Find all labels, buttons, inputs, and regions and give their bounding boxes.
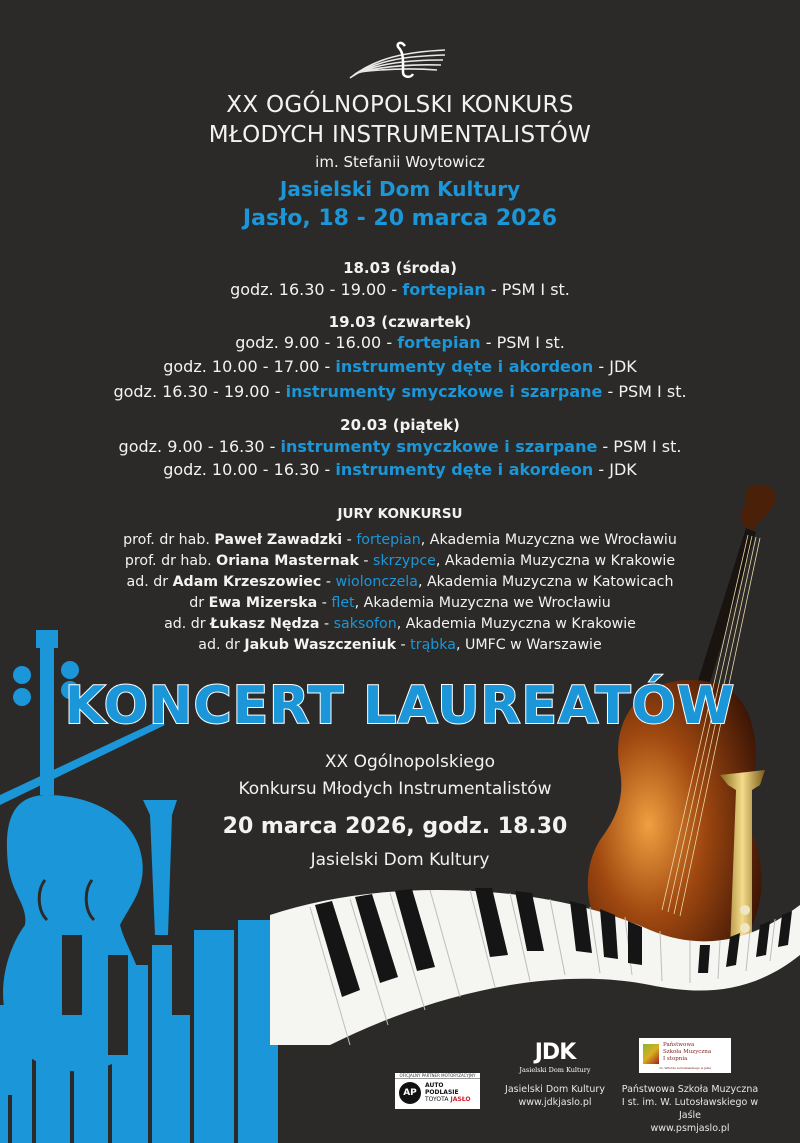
dates: Jasło, 18 - 20 marca 2026 [242, 206, 558, 231]
schedule-day: 18.03 (środa) [343, 259, 457, 277]
jdk-logo-mark-icon: JDK [534, 1040, 576, 1065]
time: godz. 10.00 - 17.00 - [163, 357, 336, 376]
jdk-info: Jasielski Dom Kultury www.jdkjaslo.pl [505, 1084, 605, 1108]
jury-member: dr Ewa Mizerska - flet, Akademia Muzyczna we Wrocławiu [189, 595, 611, 611]
concert-heading: KONCERT LAUREATÓW [64, 676, 736, 736]
concert-datetime: 20 marca 2026, godz. 18.30 [222, 814, 568, 839]
concert-venue: Jasielski Dom Kultury [310, 850, 490, 870]
schedule-row [0, 382, 800, 401]
jury-list [0, 530, 800, 656]
venue: Jasielski Dom Kultury [279, 177, 521, 201]
music-note-piano-icon [643, 1044, 659, 1064]
concert-line-1: XX Ogólnopolskiego [324, 752, 496, 772]
place: - PSM I st. [602, 382, 687, 401]
schedule-row [0, 357, 800, 376]
jury-member: ad. dr Łukasz Nędza - saksofon, Akademia Muzyczna w Krakowie [164, 616, 636, 632]
psm-logo: Państwowa Szkoła Muzyczna I stopnia im. Witolda Lutosławskiego w Jaśle [639, 1038, 731, 1073]
sponsor-logo: OFICJALNY PARTNER MOTORYZACYJNY AP AUTO PODLASIE TOYOTA JASŁO [395, 1073, 480, 1109]
patron: im. Stefanii Woytowicz [315, 153, 485, 171]
place: - PSM I st. [480, 333, 565, 352]
instrument: instrumenty dęte i akordeon [335, 357, 594, 376]
schedule-row [0, 280, 800, 299]
jury-heading: JURY KONKURSU [337, 506, 463, 522]
music-staff-logo-icon [345, 38, 455, 83]
schedule-day: 20.03 (piątek) [340, 416, 460, 434]
schedule-row [0, 437, 800, 456]
time: godz. 10.00 - 16.30 - [163, 460, 336, 479]
schedule-row [0, 333, 800, 352]
time: godz. 9.00 - 16.30 - [118, 437, 281, 456]
piano-keyboard-illustration-icon [270, 875, 800, 1045]
title-line-1: XX OGÓLNOPOLSKI KONKURS [226, 92, 574, 118]
instrument: fortepian [397, 333, 481, 352]
schedule-row [0, 460, 800, 479]
place: - PSM I st. [597, 437, 682, 456]
place: - JDK [593, 460, 637, 479]
time: godz. 16.30 - 19.00 - [230, 280, 403, 299]
jdk-logo: JDK Jasielski Dom Kultury [510, 1040, 600, 1080]
schedule-day: 19.03 (czwartek) [328, 313, 472, 331]
jury-member: ad. dr Jakub Waszczeniuk - trąbka, UMFC w Warszawie [198, 637, 602, 653]
instrument: instrumenty smyczkowe i szarpane [285, 382, 603, 401]
title-line-2: MŁODYCH INSTRUMENTALISTÓW [208, 122, 592, 148]
place: - PSM I st. [485, 280, 570, 299]
place: - JDK [593, 357, 637, 376]
concert-line-2: Konkursu Młodych Instrumentalistów [238, 779, 552, 799]
ap-logo-icon: AP [399, 1082, 421, 1104]
jury-member: ad. dr Adam Krzeszowiec - wiolonczela, Akademia Muzyczna w Katowicach [126, 574, 674, 590]
jury-member: prof. dr hab. Paweł Zawadzki - fortepian, Akademia Muzyczna we Wrocławiu [123, 532, 677, 548]
instrument: instrumenty dęte i akordeon [335, 460, 594, 479]
psm-info: Państwowa Szkoła Muzyczna I st. im. W. Lutosławskiego w Jaśle www.psmjaslo.pl [621, 1084, 759, 1134]
instrument: fortepian [402, 280, 486, 299]
time: godz. 16.30 - 19.00 - [113, 382, 286, 401]
jury-member: prof. dr hab. Oriana Masternak - skrzypce, Akademia Muzyczna w Krakowie [124, 553, 676, 569]
instrument: instrumenty smyczkowe i szarpane [280, 437, 598, 456]
time: godz. 9.00 - 16.00 - [235, 333, 398, 352]
